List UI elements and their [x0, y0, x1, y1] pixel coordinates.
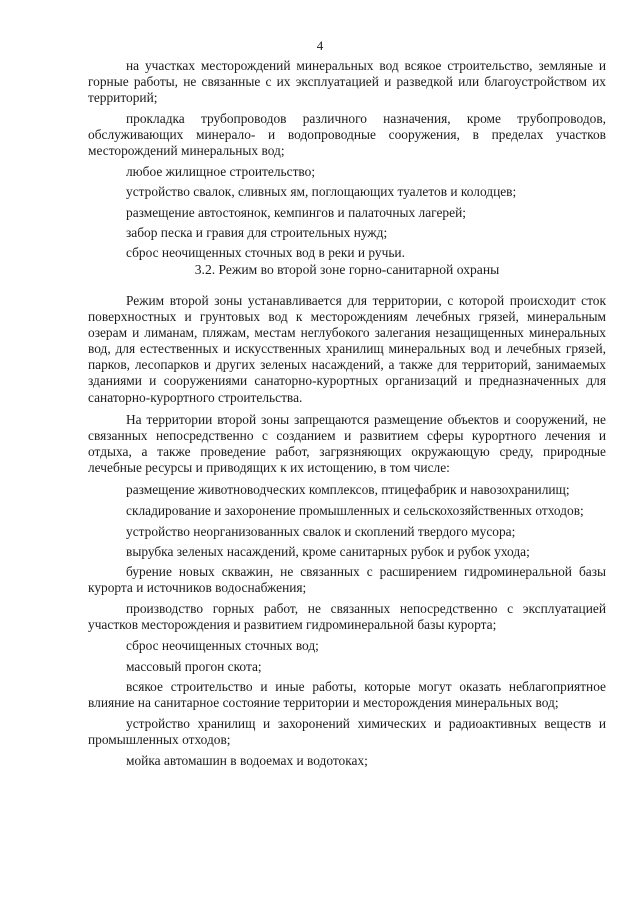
list-item: прокладка трубопроводов различного назначения, кроме трубопроводов, обслуживающих минерало- и водопроводные сооружения, в пределах участков месторождений минеральных вод;	[88, 111, 606, 159]
list-item: производство горных работ, не связанных непосредственно с эксплуатацией участков месторождения и развитием гидроминеральной базы курорта;	[88, 601, 606, 633]
list-item: мойка автомашин в водоемах и водотоках;	[126, 752, 368, 768]
list-item: складирование и захоронение промышленных и сельскохозяйственных отходов;	[126, 502, 584, 518]
paragraph: Режим второй зоны устанавливается для территории, с которой происходит сток поверхностных и грунтовых вод к месторождениям лечебных грязей, минеральным озерам и лиманам, пляжам, местам неглубокого залегания незащищенных минеральных вод, для естественных и искусственных хранилищ минеральных вод и лечебных грязей, парков, лесопарков и других зеленых насаждений, а также для территорий, занимаемых зданиями и сооружениями санаторно-курортных организаций и предназначенных для санаторно-курортного строительства.	[88, 293, 606, 405]
list-item: устройство хранилищ и захоронений химических и радиоактивных веществ и промышленных отходов;	[88, 715, 606, 747]
list-item: бурение новых скважин, не связанных с расширением гидроминеральной базы курорта и источников водоснабжения;	[88, 564, 606, 596]
list-item: массовый прогон скота;	[126, 658, 262, 674]
section-heading: 3.2. Режим во второй зоне горно-санитарной охраны	[194, 262, 500, 277]
section2-body	[88, 293, 606, 773]
list-item: размещение автостоянок, кемпингов и палаточных лагерей;	[126, 204, 466, 220]
list-item: устройство неорганизованных свалок и скоплений твердого мусора;	[126, 523, 516, 539]
list-item: вырубка зеленых насаждений, кроме санитарных рубок и рубок ухода;	[126, 544, 530, 560]
list-item: на участках месторождений минеральных вод всякое строительство, земляные и горные работы, не связанные с их эксплуатацией и разведкой или благоустройством их территорий;	[88, 58, 606, 106]
list-item: забор песка и гравия для строительных нужд;	[126, 225, 388, 240]
list-item: устройство свалок, сливных ям, поглощающих туалетов и колодцев;	[126, 184, 517, 200]
page-number: 4	[316, 38, 324, 53]
list-item: размещение животноводческих комплексов, птицефабрик и навозохранилищ;	[126, 482, 570, 498]
section1-list	[88, 58, 606, 266]
list-item: любое жилищное строительство;	[126, 164, 316, 180]
paragraph: На территории второй зоны запрещаются размещение объектов и сооружений, не связанных непосредственно с созданием и развитием сферы курортного лечения и отдыха, а также проведение работ, загрязняющих окружающую среду, природные лечебные ресурсы и приводящих к их истощению, в том числе:	[88, 411, 606, 475]
list-item: сброс неочищенных сточных вод;	[126, 638, 319, 654]
list-item: всякое строительство и иные работы, которые могут оказать неблагоприятное влияние на санитарное состояние территории и месторождения минеральных вод;	[88, 678, 606, 710]
list-item: сброс неочищенных сточных вод в реки и ручьи.	[126, 245, 405, 261]
